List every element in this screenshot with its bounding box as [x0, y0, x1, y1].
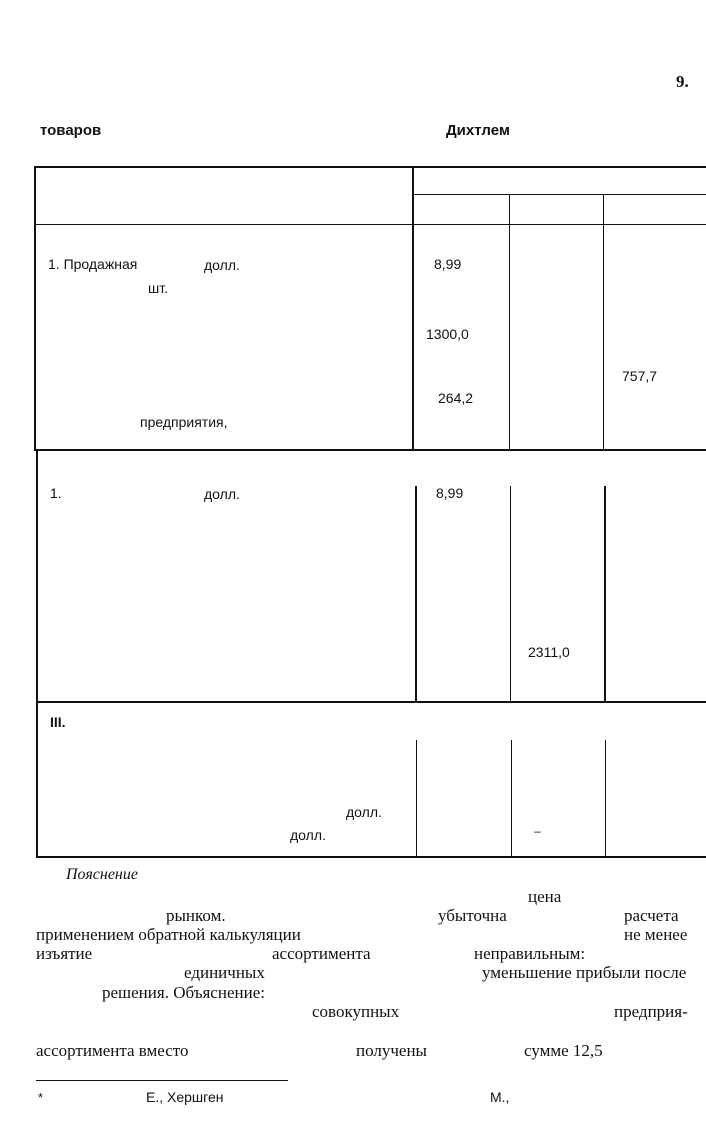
s3-dash: – [534, 824, 541, 838]
s1-row-label-1: 1. Продажная [48, 256, 138, 272]
expl-l5-a: решения. Объяснение: [102, 983, 265, 1002]
sec2-left-border [36, 450, 38, 702]
footnote-rule [36, 1080, 288, 1081]
footnote-place: М., [490, 1089, 510, 1105]
col-divider-1 [412, 166, 414, 450]
section2-bottom-border [36, 701, 706, 703]
expl-l1-a: рынком. [166, 906, 226, 925]
s1-val-757: 757,7 [622, 368, 658, 384]
sec2-col-divider-1 [415, 486, 417, 702]
expl-l4-b: уменьшение прибыли после [482, 963, 687, 982]
s1-val-price: 8,99 [434, 256, 462, 272]
sec3-col-divider-3 [605, 740, 606, 858]
expl-l1-b: убыточна [438, 906, 507, 925]
sec3-col-divider-1 [416, 740, 417, 858]
expl-l1-c: расчета [624, 906, 679, 925]
header-bottom-border [34, 224, 706, 225]
s1-val-264: 264,2 [438, 390, 474, 406]
col-divider-2 [509, 194, 510, 450]
expl-l2-b: не менее [624, 925, 688, 944]
explanation-heading: Пояснение [66, 866, 138, 883]
sec3-left-border [36, 702, 38, 858]
table-left-border [34, 166, 36, 450]
expl-l3-b: ассортимента [272, 944, 371, 963]
s2-unit: долл. [204, 486, 240, 502]
s3-unit-b: долл. [290, 827, 326, 843]
s2-val-price: 8,99 [436, 485, 464, 501]
s2-row-label: 1. [50, 485, 62, 501]
s1-unit-1: долл. [204, 257, 240, 273]
expl-l4-a: единичных [184, 963, 265, 982]
header-right-title: Дихтлем [446, 122, 510, 139]
s1-val-qty: 1300,0 [426, 326, 469, 342]
expl-l6-a: совокупных [312, 1002, 400, 1021]
expl-l7-c: сумме 12,5 [524, 1041, 603, 1060]
s3-unit-a: долл. [346, 804, 382, 820]
expl-l3-a: изъятие [36, 944, 93, 963]
sec3-col-divider-2 [511, 740, 512, 858]
col-divider-3 [603, 194, 604, 450]
s1-row-label-2: предприятия, [140, 414, 228, 430]
sec2-col-divider-2 [510, 486, 511, 702]
expl-l6-b: предприя- [614, 1002, 688, 1021]
expl-l2-a: применением обратной калькуляции [36, 925, 301, 944]
expl-l7-b: получены [356, 1041, 427, 1060]
footnote-star: * [38, 1090, 44, 1105]
sec2-col-divider-3 [604, 486, 606, 702]
expl-tsena: цена [528, 887, 562, 906]
header-sub-border [413, 194, 706, 195]
table-bottom-border [36, 856, 706, 858]
header-left-title: товаров [40, 122, 102, 139]
s1-unit-2: шт. [148, 280, 168, 296]
section1-bottom-border [34, 449, 706, 451]
expl-l7-a: ассортимента вместо [36, 1041, 189, 1060]
page-number: 9. [676, 72, 689, 91]
table-top-border [34, 166, 706, 168]
expl-l3-c: неправильным: [474, 944, 586, 963]
s2-val-2311: 2311,0 [528, 644, 570, 660]
s3-roman: III. [50, 714, 66, 730]
footnote-author: Е., Хершген [146, 1089, 224, 1105]
